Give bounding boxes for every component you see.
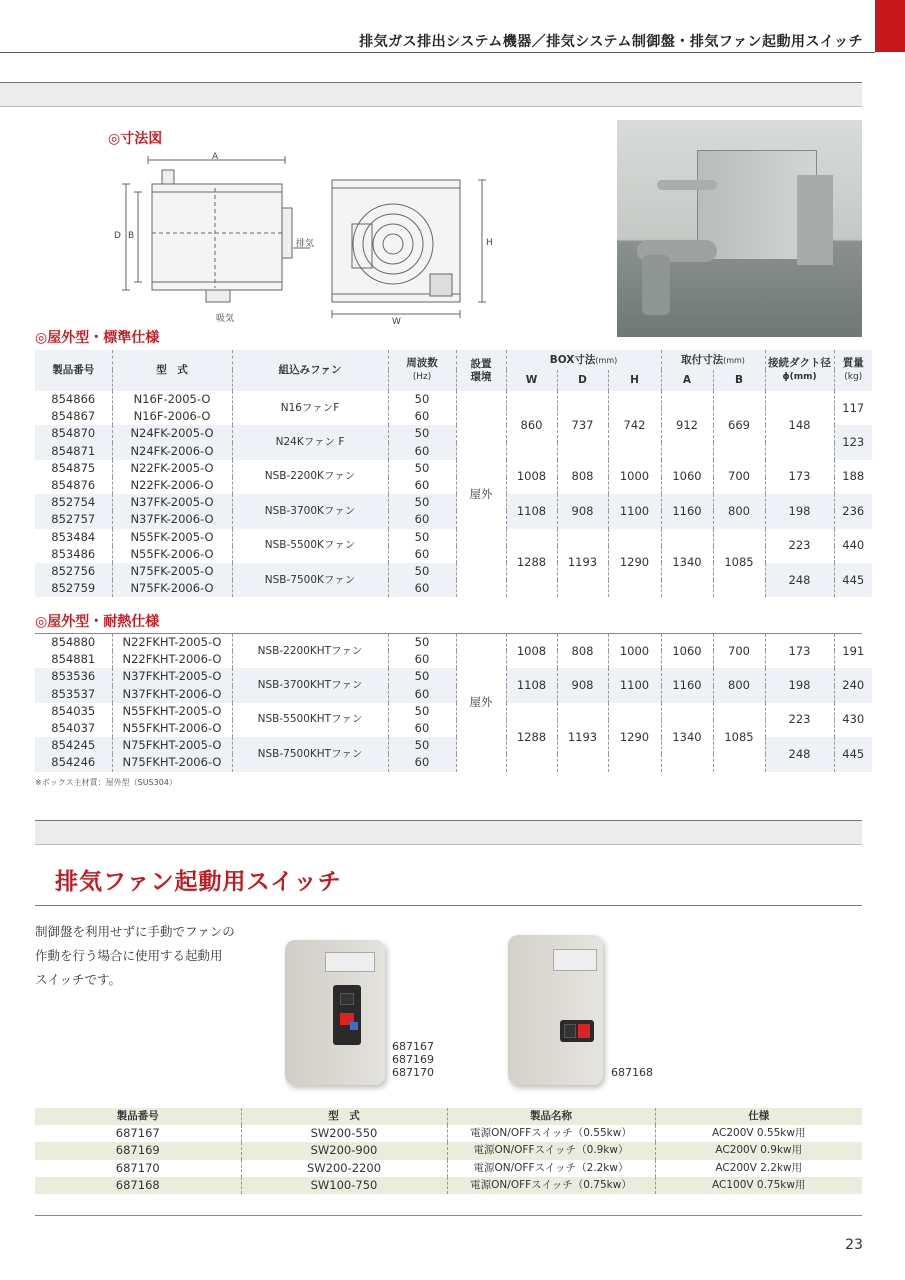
cell-h: 1000 — [608, 460, 661, 494]
cell-freq: 50 — [388, 529, 456, 546]
th-mount-label: 取付寸法 — [681, 353, 724, 366]
switch-photo-1-labels — [392, 1040, 434, 1079]
intake-label: 吸気 — [216, 314, 235, 324]
section-bar-top — [0, 82, 862, 107]
cell-weight: 240 — [834, 668, 872, 702]
sw-cell-model: SW200-900 — [241, 1142, 447, 1159]
cell-d: 908 — [557, 668, 608, 702]
cell-product-no: 854871 — [35, 443, 112, 460]
switch-title-rule — [35, 905, 862, 906]
sw-cell-spec: AC100V 0.75kw用 — [655, 1177, 862, 1194]
th-duct-unit: ϕ(mm) — [782, 372, 817, 382]
th-b: B — [713, 370, 765, 391]
cell-h: 1000 — [608, 634, 661, 668]
th-box-unit: (mm) — [595, 355, 618, 365]
cell-w: 1108 — [506, 494, 557, 528]
cell-weight: 117 — [834, 391, 872, 425]
photo-label: 687170 — [392, 1066, 434, 1079]
th-freq-unit: (Hz) — [412, 372, 432, 382]
cell-b: 1085 — [713, 703, 765, 772]
cell-h: 1290 — [608, 529, 661, 598]
cell-model: N75FKHT-2005-O — [112, 737, 232, 754]
cell-w: 1288 — [506, 529, 557, 598]
cell-weight: 430 — [842, 712, 865, 727]
cell-freq: 60 — [388, 580, 456, 597]
page-header-title: 排気ガス排出システム機器／排気システム制御盤・排気ファン起動用スイッチ — [359, 34, 863, 50]
photo-label: 687169 — [392, 1053, 434, 1066]
duct-pipe-vertical — [642, 255, 670, 315]
cell-freq: 50 — [388, 634, 456, 651]
th-sw-spec: 仕様 — [655, 1108, 862, 1125]
sw-cell-model: SW200-2200 — [241, 1160, 447, 1177]
cell-fan: NSB-5500Kファン — [232, 529, 388, 563]
cell-w: 1008 — [506, 460, 557, 494]
th-model: 型 式 — [112, 350, 232, 391]
cell-a: 912 — [661, 391, 713, 460]
cell-product-no: 854875 — [35, 460, 112, 477]
cell-d: 908 — [557, 494, 608, 528]
dim-h: H — [486, 238, 493, 248]
cell-h: 742 — [608, 391, 661, 460]
cell-duct: 198 — [765, 668, 834, 702]
cell-freq: 60 — [388, 546, 456, 563]
red-button — [578, 1024, 590, 1038]
cell-b: 800 — [713, 668, 765, 702]
cell-duct: 198 — [765, 494, 834, 528]
header-rule — [0, 52, 875, 53]
switch-label-plate — [553, 949, 597, 971]
cell-product-no: 854245 — [35, 737, 112, 754]
switch-label-plate — [325, 952, 375, 972]
th-sw-product-no: 製品番号 — [35, 1108, 241, 1125]
cell-env: 屋外 — [456, 634, 506, 772]
switch-button-panel — [333, 985, 361, 1045]
cell-weight: 188 — [842, 469, 865, 484]
cell-h: 1290 — [608, 703, 661, 772]
sw-cell-product-no: 687170 — [35, 1160, 241, 1177]
th-mount — [661, 350, 765, 370]
switch-photo-2-label: 687168 — [611, 1066, 653, 1079]
cell-d: 737 — [557, 391, 608, 460]
sw-cell-name: 電源ON/OFFスイッチ（0.55kw） — [447, 1125, 655, 1142]
photo-label: 687167 — [392, 1040, 434, 1053]
cell-model: N55FK-2006-O — [112, 546, 232, 563]
desc-line: 作動を行う場合に使用する起動用 — [35, 948, 223, 963]
switch-description — [35, 920, 235, 992]
sw-cell-model: SW100-750 — [241, 1177, 447, 1194]
cell-w: 860 — [506, 391, 557, 460]
cell-model: N16F-2006-O — [112, 408, 232, 425]
cell-h: 1100 — [608, 494, 661, 528]
page-accent-tab — [875, 0, 905, 52]
cell-model: N37FK-2006-O — [112, 511, 232, 528]
th-box — [506, 350, 661, 370]
cell-product-no: 852754 — [35, 494, 112, 511]
cell-freq: 50 — [388, 737, 456, 754]
cell-freq: 50 — [388, 391, 456, 408]
cell-duct: 148 — [765, 391, 834, 460]
cell-freq: 50 — [388, 703, 456, 720]
cell-env: 屋外 — [456, 391, 506, 597]
cell-product-no: 854870 — [35, 425, 112, 442]
cell-b: 700 — [713, 460, 765, 494]
th-sw-model: 型 式 — [241, 1108, 447, 1125]
th-box-label: BOX寸法 — [549, 353, 596, 366]
box-side — [797, 175, 833, 265]
blue-lamp — [350, 1022, 358, 1030]
cell-fan: NSB-3700KHTファン — [232, 668, 388, 702]
switch-section-title: 排気ファン起動用スイッチ — [55, 869, 342, 895]
cell-duct: 248 — [765, 563, 834, 597]
cell-model: N75FKHT-2006-O — [112, 754, 232, 771]
page-number: 23 — [845, 1237, 863, 1253]
th-duct-label: 接続ダクト径 — [768, 357, 832, 369]
cell-fan: NSB-2200Kファン — [232, 460, 388, 494]
cell-b: 669 — [713, 391, 765, 460]
cell-freq: 50 — [388, 494, 456, 511]
cell-model: N22FKHT-2005-O — [112, 634, 232, 651]
cell-duct: 173 — [765, 634, 834, 668]
heat-table-wrap — [35, 633, 865, 772]
cell-product-no: 853486 — [35, 546, 112, 563]
cell-freq: 60 — [388, 511, 456, 528]
cell-d: 808 — [557, 634, 608, 668]
cell-weight: 445 — [834, 563, 872, 597]
cell-model: N24FK-2006-O — [112, 443, 232, 460]
sw-cell-spec: AC200V 2.2kw用 — [715, 1161, 803, 1174]
cell-freq: 60 — [388, 443, 456, 460]
cell-product-no: 854035 — [35, 703, 112, 720]
cell-product-no: 854866 — [35, 391, 112, 408]
duct-pipe-top — [657, 180, 717, 190]
cell-product-no: 852756 — [35, 563, 112, 580]
desc-line: スイッチです。 — [35, 972, 122, 987]
cell-freq: 50 — [388, 460, 456, 477]
cell-product-no: 854876 — [35, 477, 112, 494]
sw-cell-name: 電源ON/OFFスイッチ（2.2kw） — [447, 1160, 655, 1177]
cell-freq: 60 — [388, 754, 456, 771]
cell-model: N55FKHT-2005-O — [112, 703, 232, 720]
cell-model: N16F-2005-O — [112, 391, 232, 408]
cell-freq: 60 — [388, 651, 456, 668]
cell-duct: 223 — [765, 529, 834, 563]
cell-model: N22FK-2006-O — [112, 477, 232, 494]
th-freq-label: 周波数 — [406, 357, 438, 369]
sw-cell-product-no: 687167 — [35, 1125, 241, 1142]
footer-rule — [35, 1215, 862, 1216]
standard-table — [35, 350, 872, 597]
cell-fan: N24Kファン F — [232, 425, 388, 459]
cell-b: 800 — [713, 494, 765, 528]
heat-table — [35, 634, 872, 772]
cell-d: 1193 — [557, 529, 608, 598]
dimension-drawing — [110, 148, 500, 328]
cell-w: 1008 — [506, 634, 557, 668]
material-note: ※ボックス主材質：屋外型（SUS304） — [35, 778, 177, 787]
black-button — [340, 993, 354, 1005]
th-weight-unit: (kg) — [844, 372, 863, 382]
cell-product-no: 852757 — [35, 511, 112, 528]
sw-cell-spec: AC200V 0.9kw用 — [655, 1142, 862, 1159]
cell-a: 1060 — [661, 460, 713, 494]
cell-model: N37FK-2005-O — [112, 494, 232, 511]
switch-photo-2 — [508, 935, 603, 1085]
sw-cell-product-no: 687169 — [35, 1142, 241, 1159]
dim-a: A — [212, 152, 219, 162]
th-w: W — [506, 370, 557, 391]
cell-model: N75FK-2006-O — [112, 580, 232, 597]
sw-cell-name: 電源ON/OFFスイッチ（0.75kw） — [447, 1177, 655, 1194]
sw-cell-spec: AC200V 0.55kw用 — [712, 1127, 806, 1140]
cell-freq: 60 — [388, 686, 456, 703]
cell-duct: 173 — [765, 460, 834, 494]
cell-product-no: 854867 — [35, 408, 112, 425]
th-env-label: 設置 — [470, 357, 492, 370]
cell-model: N55FK-2005-O — [112, 529, 232, 546]
cell-fan: N16ファンF — [232, 391, 388, 425]
standard-table-wrap — [35, 350, 865, 600]
th-weight-label: 質量 — [842, 357, 864, 369]
cell-weight: 445 — [834, 737, 872, 771]
cell-weight: 123 — [834, 425, 872, 459]
cell-model: N55FKHT-2006-O — [112, 720, 232, 737]
cell-fan: NSB-2200KHTファン — [232, 634, 388, 668]
th-weight — [834, 350, 872, 391]
cell-d: 1193 — [557, 703, 608, 772]
th-a: A — [661, 370, 713, 391]
th-env-label2: 環境 — [470, 370, 492, 383]
th-sw-name: 製品名称 — [447, 1108, 655, 1125]
cell-product-no: 853484 — [35, 529, 112, 546]
cell-b: 1085 — [713, 529, 765, 598]
cell-freq: 50 — [388, 563, 456, 580]
heat-spec-label: ◎屋外型・耐熱仕様 — [35, 611, 235, 631]
cell-freq: 60 — [388, 408, 456, 425]
cell-product-no: 853537 — [35, 686, 112, 703]
th-duct — [765, 350, 834, 391]
desc-line: 制御盤を利用せずに手動でファンの — [35, 924, 235, 939]
cell-duct: 248 — [765, 737, 834, 771]
cell-product-no: 854246 — [35, 754, 112, 771]
cell-model: N24FK-2005-O — [112, 425, 232, 442]
standard-spec-label: ◎屋外型・標準仕様 — [35, 330, 160, 346]
cell-a: 1340 — [661, 703, 713, 772]
cell-a: 1160 — [661, 668, 713, 702]
dimension-drawing-label: ◎寸法図 — [108, 131, 163, 147]
th-mount-unit: (mm) — [723, 355, 745, 365]
th-freq — [388, 350, 456, 391]
cell-model: N75FK-2005-O — [112, 563, 232, 580]
cell-d: 808 — [557, 460, 608, 494]
dim-b: B — [128, 231, 135, 241]
cell-a: 1160 — [661, 494, 713, 528]
cell-a: 1060 — [661, 634, 713, 668]
th-fan: 組込みファン — [232, 350, 388, 391]
th-h: H — [608, 370, 661, 391]
dim-w: W — [392, 317, 401, 327]
sw-cell-model: SW200-550 — [241, 1125, 447, 1142]
cell-fan: NSB-7500Kファン — [232, 563, 388, 597]
cell-freq: 60 — [388, 720, 456, 737]
cell-b: 700 — [713, 634, 765, 668]
th-d: D — [557, 370, 608, 391]
cell-duct: 223 — [765, 703, 834, 737]
cell-product-no: 853536 — [35, 668, 112, 685]
cell-freq: 60 — [388, 477, 456, 494]
switch-photo-1 — [285, 940, 385, 1085]
cell-model: N37FKHT-2006-O — [112, 686, 232, 703]
exhaust-label: 排気 — [296, 239, 315, 249]
cell-product-no: 854880 — [35, 634, 112, 651]
sw-cell-name: 電源ON/OFFスイッチ（0.9kw） — [447, 1142, 655, 1159]
cell-weight: 191 — [842, 643, 865, 658]
cell-h: 1100 — [608, 668, 661, 702]
sw-cell-product-no: 687168 — [35, 1177, 241, 1194]
cell-product-no: 854881 — [35, 651, 112, 668]
cell-model: N37FKHT-2005-O — [112, 668, 232, 685]
cell-a: 1340 — [661, 529, 713, 598]
cell-model: N22FKHT-2006-O — [112, 651, 232, 668]
dim-d: D — [114, 231, 121, 241]
switch-table — [35, 1108, 862, 1194]
cell-fan: NSB-3700Kファン — [232, 494, 388, 528]
cell-w: 1288 — [506, 703, 557, 772]
cell-w: 1108 — [506, 668, 557, 702]
cell-freq: 50 — [388, 425, 456, 442]
cell-fan: NSB-5500KHTファン — [232, 703, 388, 737]
black-button — [564, 1024, 576, 1038]
cell-product-no: 854037 — [35, 720, 112, 737]
cell-weight: 236 — [834, 494, 872, 528]
cell-fan: NSB-7500KHTファン — [232, 737, 388, 771]
switch-button-panel — [560, 1020, 594, 1042]
cell-model: N22FK-2005-O — [112, 460, 232, 477]
cell-weight: 440 — [834, 529, 872, 563]
section-bar-switch — [35, 820, 862, 845]
cell-product-no: 852759 — [35, 580, 112, 597]
th-env — [456, 350, 506, 391]
th-product-no: 製品番号 — [35, 350, 112, 391]
cell-freq: 50 — [388, 668, 456, 685]
product-photo-box — [617, 120, 862, 337]
